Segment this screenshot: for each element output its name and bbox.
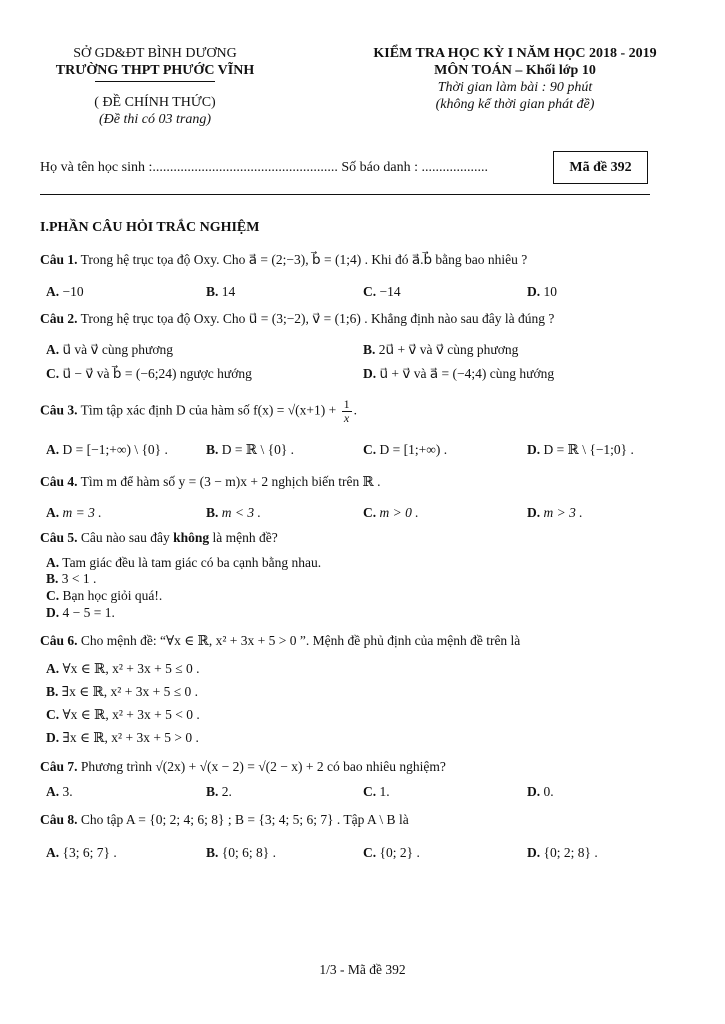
option-label: A. bbox=[46, 342, 60, 357]
q8-option-c bbox=[363, 845, 420, 861]
q5-option-d bbox=[46, 605, 115, 621]
option-label: C. bbox=[363, 442, 377, 457]
option-label: B. bbox=[206, 284, 219, 299]
option-label: A. bbox=[46, 555, 60, 570]
option-label: C. bbox=[46, 366, 60, 381]
option-text: 2u⃗ + v⃗ và v⃗ cùng phương bbox=[378, 342, 519, 357]
question-number: Câu 4. bbox=[40, 474, 78, 489]
question-number: Câu 3. bbox=[40, 402, 78, 418]
option-label: C. bbox=[46, 707, 60, 722]
question-text: Cho tập A = {0; 2; 4; 6; 8} ; B = {3; 4; 5; 6; 7} . Tập A \ B là bbox=[80, 812, 409, 827]
option-text: u⃗ và v⃗ cùng phương bbox=[62, 342, 173, 357]
question-text: Tìm tập xác định D của hàm số f(x) = √(x+1) + bbox=[80, 402, 337, 418]
fraction bbox=[342, 398, 352, 425]
option-label: A. bbox=[46, 661, 60, 676]
header-rule bbox=[95, 81, 215, 82]
option-label: D. bbox=[527, 284, 541, 299]
question-text: Trong hệ trục tọa độ Oxy. Cho u⃗ = (3;−2), v⃗ = (1;6) . Khẳng định nào sau đây là đúng ? bbox=[80, 311, 555, 326]
option-text: Tam giác đều là tam giác có ba cạnh bằng nhau. bbox=[62, 555, 322, 570]
question-text: Trong hệ trục tọa độ Oxy. Cho a⃗ = (2;−3), b⃗ = (1;4) . Khi đó a⃗.b⃗ bằng bao nhiêu ? bbox=[80, 252, 528, 267]
option-text: D = ℝ \ {−1;0} . bbox=[543, 442, 634, 457]
question-2 bbox=[40, 311, 554, 327]
q1-option-b bbox=[206, 284, 235, 300]
option-text: ∀x ∈ ℝ, x² + 3x + 5 < 0 . bbox=[62, 707, 200, 722]
option-label: C. bbox=[363, 505, 377, 520]
option-label: A. bbox=[46, 845, 60, 860]
header-right bbox=[345, 45, 685, 113]
q3-option-d bbox=[527, 442, 634, 458]
option-label: A. bbox=[46, 284, 60, 299]
question-6 bbox=[40, 633, 520, 649]
option-label: B. bbox=[206, 442, 219, 457]
option-text: {0; 2} . bbox=[379, 845, 420, 860]
question-4 bbox=[40, 474, 381, 490]
question-7 bbox=[40, 759, 446, 775]
option-text: D = ℝ \ {0} . bbox=[221, 442, 295, 457]
q4-option-c bbox=[363, 505, 419, 521]
option-text: ∃x ∈ ℝ, x² + 3x + 5 > 0 . bbox=[62, 730, 199, 745]
option-text: m > 3 . bbox=[543, 505, 583, 520]
q3-option-b bbox=[206, 442, 294, 458]
option-text: 14 bbox=[221, 284, 236, 299]
question-number: Câu 2. bbox=[40, 311, 78, 326]
q1-option-c bbox=[363, 284, 401, 300]
school-name: TRƯỜNG THPT PHƯỚC VĨNH bbox=[55, 63, 255, 78]
question-text-end: . bbox=[353, 402, 357, 418]
question-number: Câu 6. bbox=[40, 633, 78, 648]
option-text: D = [−1;+∞) \ {0} . bbox=[62, 442, 168, 457]
exam-code-box: Mã đề 392 bbox=[553, 151, 648, 184]
subject-title: MÔN TOÁN – Khối lớp 10 bbox=[434, 63, 596, 78]
option-label: B. bbox=[206, 845, 219, 860]
q6-option-b bbox=[46, 684, 198, 700]
option-label: A. bbox=[46, 442, 60, 457]
q8-option-b bbox=[206, 845, 276, 861]
q2-option-d bbox=[363, 366, 554, 382]
q1-option-d bbox=[527, 284, 557, 300]
option-text: Bạn học giỏi quá!. bbox=[62, 588, 163, 603]
question-text: Cho mệnh đề: “∀x ∈ ℝ, x² + 3x + 5 > 0 ”. Mệnh đề phủ định của mệnh đề trên là bbox=[80, 633, 521, 648]
option-text: 2. bbox=[221, 784, 232, 799]
option-text: {3; 6; 7} . bbox=[62, 845, 117, 860]
q5-option-b bbox=[46, 571, 96, 587]
section-title: I.PHẦN CÂU HỎI TRẮC NGHIỆM bbox=[40, 220, 260, 235]
q7-option-d bbox=[527, 784, 554, 800]
page-footer: 1/3 - Mã đề 392 bbox=[319, 962, 406, 977]
q4-option-b bbox=[206, 505, 261, 521]
option-text: 3. bbox=[62, 784, 73, 799]
question-number: Câu 5. bbox=[40, 530, 78, 545]
question-text: Tìm m để hàm số y = (3 − m)x + 2 nghịch biến trên ℝ . bbox=[80, 474, 381, 489]
option-label: D. bbox=[527, 784, 541, 799]
department-name: SỞ GD&ĐT BÌNH DƯƠNG bbox=[73, 46, 237, 61]
header-divider bbox=[40, 194, 650, 195]
pages-note: (Đề thi có 03 trang) bbox=[99, 112, 211, 127]
option-label: C. bbox=[46, 588, 60, 603]
option-label: B. bbox=[206, 784, 219, 799]
q8-option-a bbox=[46, 845, 117, 861]
option-text: ∀x ∈ ℝ, x² + 3x + 5 ≤ 0 . bbox=[62, 661, 200, 676]
option-text: 10 bbox=[543, 284, 557, 299]
q3-option-a bbox=[46, 442, 168, 458]
q6-option-d bbox=[46, 730, 199, 746]
q2-option-b bbox=[363, 342, 518, 358]
option-label: A. bbox=[46, 505, 60, 520]
option-text: {0; 2; 8} . bbox=[543, 845, 598, 860]
q2-option-a bbox=[46, 342, 173, 358]
option-text: u⃗ + v⃗ và a⃗ = (−4;4) cùng hướng bbox=[379, 366, 555, 381]
option-text: 3 < 1 . bbox=[61, 571, 97, 586]
option-text: {0; 6; 8} . bbox=[221, 845, 276, 860]
question-text: Câu nào sau đây bbox=[80, 530, 174, 545]
question-text-end: là mệnh đề? bbox=[209, 530, 278, 545]
option-label: C. bbox=[363, 845, 377, 860]
option-text: 4 − 5 = 1. bbox=[62, 605, 115, 620]
option-label: D. bbox=[363, 366, 377, 381]
option-label: B. bbox=[46, 684, 59, 699]
question-number: Câu 8. bbox=[40, 812, 78, 827]
official-label: ( ĐỀ CHÍNH THỨC) bbox=[94, 95, 216, 110]
q4-option-d bbox=[527, 505, 583, 521]
option-label: B. bbox=[363, 342, 376, 357]
option-label: D. bbox=[527, 505, 541, 520]
option-text: −14 bbox=[379, 284, 401, 299]
student-info-line: Họ và tên học sinh :..................................................... Số báo danh : ................... bbox=[40, 160, 488, 175]
option-label: D. bbox=[527, 845, 541, 860]
q5-option-c bbox=[46, 588, 162, 604]
q7-option-b bbox=[206, 784, 232, 800]
option-label: A. bbox=[46, 784, 60, 799]
option-text: m = 3 . bbox=[62, 505, 102, 520]
q4-option-a bbox=[46, 505, 102, 521]
time-limit: Thời gian làm bài : 90 phút bbox=[437, 80, 593, 95]
question-1 bbox=[40, 252, 527, 268]
fraction-denominator: x bbox=[343, 411, 350, 425]
question-8 bbox=[40, 812, 409, 828]
question-number: Câu 1. bbox=[40, 252, 78, 267]
exam-title: KIỂM TRA HỌC KỲ I NĂM HỌC 2018 - 2019 bbox=[373, 46, 657, 61]
option-text: −10 bbox=[62, 284, 84, 299]
q6-option-a bbox=[46, 661, 200, 677]
option-text: D = [1;+∞) . bbox=[379, 442, 448, 457]
q2-option-c bbox=[46, 366, 252, 382]
header-left bbox=[40, 45, 270, 128]
q6-option-c bbox=[46, 707, 200, 723]
option-label: B. bbox=[206, 505, 219, 520]
q7-option-a bbox=[46, 784, 73, 800]
option-text: ∃x ∈ ℝ, x² + 3x + 5 ≤ 0 . bbox=[61, 684, 198, 699]
option-label: C. bbox=[363, 284, 377, 299]
option-text: 0. bbox=[543, 784, 554, 799]
option-label: C. bbox=[363, 784, 377, 799]
q5-option-a bbox=[46, 555, 321, 571]
option-text: m < 3 . bbox=[221, 505, 261, 520]
question-emphasis: không bbox=[173, 530, 210, 545]
option-label: D. bbox=[46, 605, 60, 620]
q1-option-a bbox=[46, 284, 84, 300]
q8-option-d bbox=[527, 845, 598, 861]
option-label: D. bbox=[46, 730, 60, 745]
option-label: B. bbox=[46, 571, 59, 586]
option-text: u⃗ − v⃗ và b⃗ = (−6;24) ngược hướng bbox=[62, 366, 252, 381]
fraction-numerator: 1 bbox=[343, 397, 350, 411]
question-number: Câu 7. bbox=[40, 759, 78, 774]
q3-option-c bbox=[363, 442, 447, 458]
option-text: m > 0 . bbox=[379, 505, 419, 520]
question-3 bbox=[40, 398, 357, 425]
question-5 bbox=[40, 530, 278, 546]
question-text: Phương trình √(2x) + √(x − 2) = √(2 − x) + 2 có bao nhiêu nghiệm? bbox=[80, 759, 446, 774]
time-note: (không kể thời gian phát đề) bbox=[435, 97, 595, 112]
option-text: 1. bbox=[379, 784, 390, 799]
q7-option-c bbox=[363, 784, 390, 800]
option-label: D. bbox=[527, 442, 541, 457]
